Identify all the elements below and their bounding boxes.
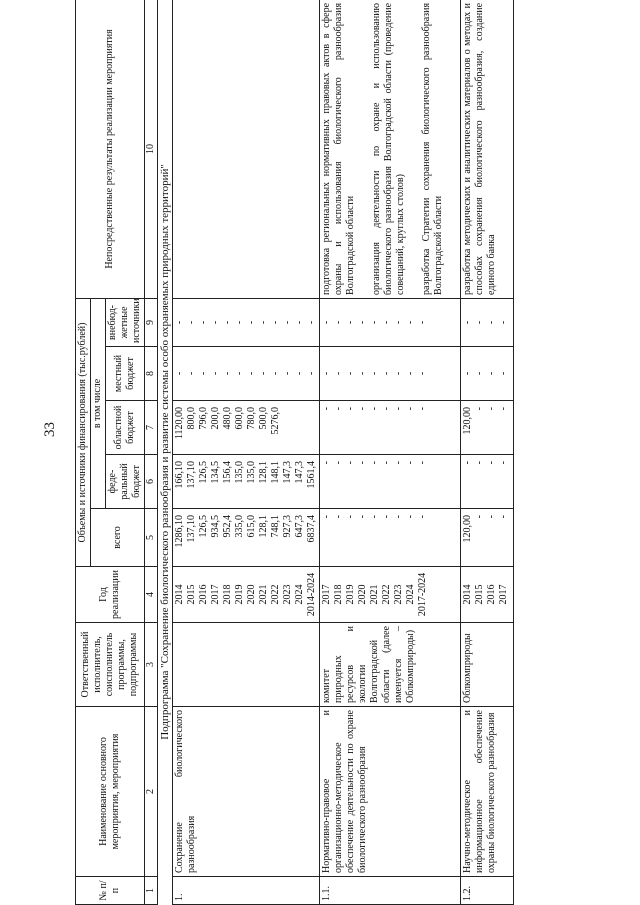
total-value: - [474,515,485,519]
local-cell [320,347,461,401]
extra-value: - [417,320,428,325]
federal-value: 166,10 [174,461,185,489]
local-value: - [486,371,497,376]
rotated-page-content [65,0,640,905]
year-value: 2014 [174,584,185,605]
federal-value: 137,10 [186,461,197,489]
extra-value: - [321,320,332,325]
regional-value: - [393,407,404,411]
header-including: в том числе [91,298,106,508]
regional-value: 120,00 [462,407,473,435]
extra-value: - [306,320,317,325]
local-value: - [198,371,209,376]
header-funding-group: Объемы и источники финансирования (тыс.рублей) [76,298,91,566]
federal-value: 126,5 [198,461,209,484]
total-value: 1286,10 [174,515,185,548]
regional-value: - [381,407,392,411]
column-number: 2 [145,707,158,877]
total-value: 647,3 [294,515,305,538]
regional-value: 796,0 [198,407,209,430]
years-cell [461,567,514,623]
regional-value: - [369,407,380,411]
header-executor: Ответственный исполнитель, соисполнитель программы, подпрограммы [76,623,145,707]
column-number: 10 [145,0,158,298]
extra-value: - [369,320,380,325]
federal-value: 156,4 [222,461,233,484]
federal-value: - [393,461,404,465]
extra-value: - [270,320,281,325]
regional-value: 5276,0 [270,407,281,435]
year-value: 2017 [321,584,332,605]
local-value: - [357,371,368,376]
extra-value: - [186,320,197,325]
total-value: 934,5 [210,515,221,538]
result-text: разработка методических и аналитических материалов о методах и способах сохранения биологического разнообразия, создание единого банка [462,2,497,295]
column-number-row [145,0,158,905]
extra-value: - [246,320,257,325]
total-value: - [393,515,404,519]
total-value: - [417,515,428,519]
year-value: 2018 [333,584,344,605]
regional-value: 800,0 [186,407,197,430]
responsible-executor [173,623,320,707]
local-value: - [258,371,269,376]
total-value: - [333,515,344,519]
regional-value: 480,0 [222,407,233,430]
year-value: 2024 [294,584,305,605]
local-value: - [369,371,380,376]
row-number: 1.2. [461,877,514,905]
total-value: - [498,515,509,519]
local-value: - [306,371,317,376]
total-value: 952,4 [222,515,233,538]
year-value: 2021 [369,584,380,605]
extra-value: - [357,320,368,325]
header-total: всего [91,509,145,567]
federal-value: - [462,461,473,465]
row-number: 1. [173,877,320,905]
regional-value: - [498,407,509,411]
federal-value: - [333,461,344,465]
years-cell [173,567,320,623]
federal-value: 135,0 [246,461,257,484]
total-value: 615,0 [246,515,257,538]
total-value: 335,0 [234,515,245,538]
column-number: 7 [145,401,158,455]
header-extra: внебюд-жетные источники [106,298,145,346]
regional-cell [320,401,461,455]
measure-name: Нормативно-правовое и организационно-методическое обеспечение деятельности по охране биологического разнообразия [320,707,461,877]
federal-cell [320,455,461,509]
result-text: подготовка региональных нормативных правовых актов в сфере охраны и использования биологического разнообразия Волгоградской области [321,2,356,295]
regional-cell [461,401,514,455]
measure-name: Сохранение биологического разнообразия [173,707,320,877]
regional-value: - [345,407,356,411]
extra-value: - [462,320,473,325]
subprogram-title: Подпрограмма "Сохранение биологического разнообразия и развитие системы особо охраняемых природных территорий" [158,0,173,905]
local-value: - [270,371,281,376]
total-value: - [357,515,368,519]
regional-value: - [405,407,416,411]
local-value: - [294,371,305,376]
federal-value: - [498,461,509,465]
local-value: - [417,371,428,376]
total-value: 748,1 [270,515,281,538]
year-value: 2022 [381,584,392,605]
year-value: 2015 [474,584,485,605]
local-value: - [498,371,509,376]
federal-value: - [357,461,368,465]
federal-value: - [369,461,380,465]
total-value: - [321,515,332,519]
regional-value: 200,0 [210,407,221,430]
year-value: 2019 [345,584,356,605]
year-value: 2023 [393,584,404,605]
year-value: 2017-2024 [417,572,428,617]
regional-value: - [474,407,485,411]
extra-value: - [234,320,245,325]
total-value: - [486,515,497,519]
federal-value: 135,0 [234,461,245,484]
federal-value: - [321,461,332,465]
federal-value: 134,5 [210,461,221,484]
year-value: 2016 [486,584,497,605]
federal-value: 148,1 [270,461,281,484]
column-number: 6 [145,455,158,509]
year-value: 2018 [222,584,233,605]
header-num: № п/п [76,877,145,905]
year-value: 2019 [234,584,245,605]
federal-value: - [417,461,428,465]
regional-value: 600,0 [234,407,245,430]
year-value: 2021 [258,584,269,605]
regional-cell [173,401,320,455]
local-cell [173,347,320,401]
extra-cell [320,298,461,346]
local-value: - [381,371,392,376]
regional-value: 500,0 [258,407,269,430]
extra-value: - [498,320,509,325]
responsible-executor: комитет природных ресурсов и экологии Волгоградской области (далее именуется – Облкомприроды) [320,623,461,707]
table-row [320,0,461,905]
extra-value: - [333,320,344,325]
federal-value: - [486,461,497,465]
local-value: - [210,371,221,376]
column-number: 1 [145,877,158,905]
extra-value: - [222,320,233,325]
total-cell [461,509,514,567]
local-value: - [405,371,416,376]
years-cell [320,567,461,623]
year-value: 2015 [186,584,197,605]
total-value: 927,3 [282,515,293,538]
extra-value: - [381,320,392,325]
local-value: - [246,371,257,376]
total-value: - [369,515,380,519]
header-results: Непосредственные результаты реализации мероприятия [76,0,145,298]
federal-value: - [381,461,392,465]
results-cell [173,0,320,298]
row-number: 1.1. [320,877,461,905]
extra-value: - [258,320,269,325]
total-cell [320,509,461,567]
federal-value: - [345,461,356,465]
regional-value: - [357,407,368,411]
header-regional: областной бюджет [106,401,145,455]
column-number: 9 [145,298,158,346]
extra-value: - [486,320,497,325]
responsible-executor: Облкомприроды [461,623,514,707]
table-row [461,0,514,905]
funding-table [75,0,514,905]
total-value: - [381,515,392,519]
results-cell [320,0,461,298]
extra-value: - [174,320,185,325]
extra-value: - [474,320,485,325]
year-value: 2024 [405,584,416,605]
federal-value: - [405,461,416,465]
local-value: - [393,371,404,376]
total-value: - [405,515,416,519]
year-value: 2014-2024 [306,572,317,617]
extra-value: - [282,320,293,325]
year-value: 2020 [357,584,368,605]
federal-value: 128,1 [258,461,269,484]
header-name: Наименование основного мероприятия, мероприятия [76,707,145,877]
measure-name: Научно-методическое и информационное обеспечение охраны биологического разнообразия [461,707,514,877]
federal-cell [173,455,320,509]
extra-cell [173,298,320,346]
year-value: 2023 [282,584,293,605]
year-value: 2020 [246,584,257,605]
year-value: 2014 [462,584,473,605]
total-value: 126,5 [198,515,209,538]
column-number: 3 [145,623,158,707]
federal-value: 147,3 [294,461,305,484]
local-value: - [282,371,293,376]
header-local: местный бюджет [106,347,145,401]
column-number: 8 [145,347,158,401]
year-value: 2022 [270,584,281,605]
extra-value: - [198,320,209,325]
extra-value: - [210,320,221,325]
regional-value: 1120,00 [174,407,185,440]
local-value: - [345,371,356,376]
extra-value: - [294,320,305,325]
total-value: 120,00 [462,515,473,543]
year-value: 2017 [210,584,221,605]
federal-value: 1561,4 [306,461,317,489]
extra-cell [461,298,514,346]
page-number: 33 [42,422,58,438]
year-value: 2017 [498,584,509,605]
federal-value: 147,3 [282,461,293,484]
total-value: - [345,515,356,519]
local-value: - [174,371,185,376]
regional-value: 780,0 [246,407,257,430]
result-text: разработка Стратегии сохранения биологического разнообразия Волгоградской области [421,2,444,295]
local-value: - [462,371,473,376]
column-number: 5 [145,509,158,567]
regional-value: - [486,407,497,411]
header-federal: феде-ральный бюджет [106,455,145,509]
total-value: 137,10 [186,515,197,543]
regional-value: - [321,407,332,411]
federal-value: - [474,461,485,465]
local-value: - [333,371,344,376]
local-value: - [474,371,485,376]
regional-value: - [333,407,344,411]
regional-value: - [417,407,428,411]
local-value: - [234,371,245,376]
total-value: 6837,4 [306,515,317,543]
local-value: - [186,371,197,376]
table-row [173,0,320,905]
total-cell [173,509,320,567]
results-cell [461,0,514,298]
local-cell [461,347,514,401]
extra-value: - [405,320,416,325]
federal-cell [461,455,514,509]
extra-value: - [393,320,404,325]
total-value: 128,1 [258,515,269,538]
year-value: 2016 [198,584,209,605]
header-year: Год реализации [76,567,145,623]
local-value: - [321,371,332,376]
column-number: 4 [145,567,158,623]
local-value: - [222,371,233,376]
result-text: организация деятельности по охране и использованию биологического разнообразия Волгоградской области (проведение совещаний, круглых столов) [371,2,406,295]
extra-value: - [345,320,356,325]
